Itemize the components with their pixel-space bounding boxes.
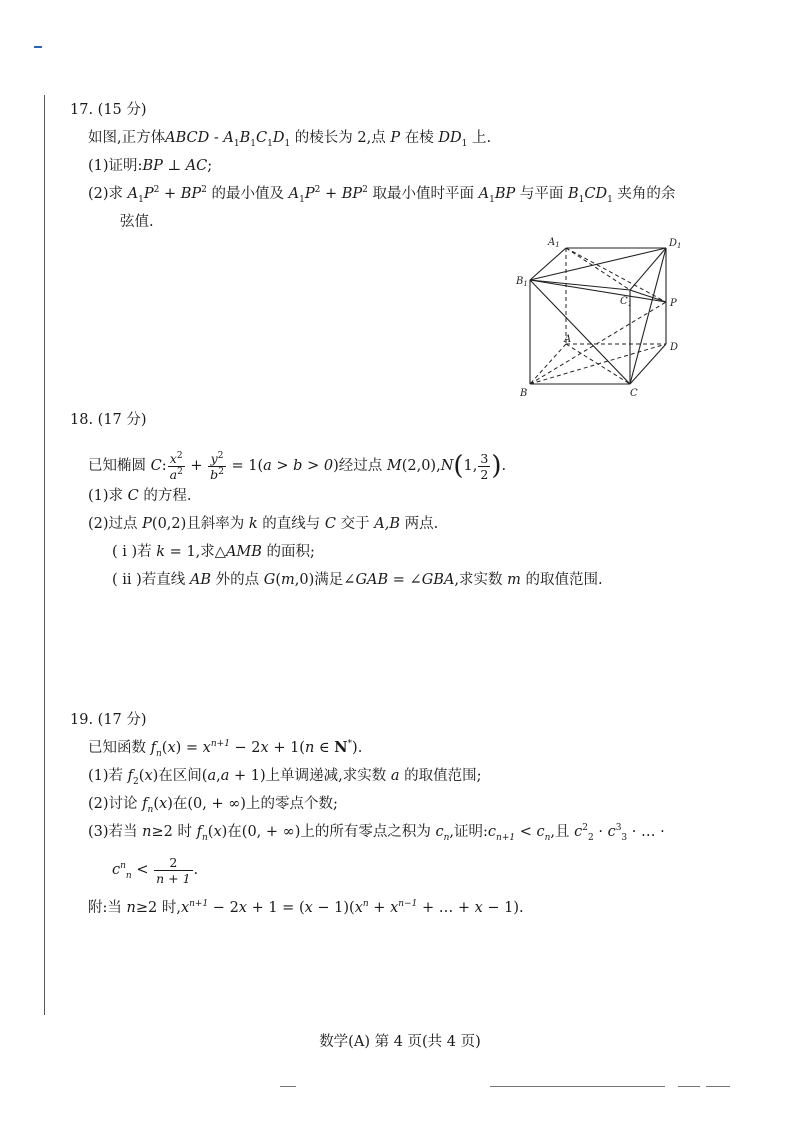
q18-part2-i: ( ⅰ )若 k = 1,求△AMB 的面积; [112, 544, 315, 560]
q17-intro: 如图,正方体ABCD - $A_1B_1C_1D_1$ 的棱长为 2,点 P 在棱 $DD_1$ 上. [88, 130, 492, 149]
cube-diagram [512, 232, 690, 402]
scan-mark [34, 46, 42, 48]
q17-part1: (1)证明:BP ⊥ AC; [88, 158, 213, 174]
q19-intro: 已知函数 $f_n(x) = x^{n+1} - 2x + 1(n$ ∈ N*). [88, 739, 363, 759]
q17-part2-cont: 弦值. [120, 214, 154, 230]
q18-intro: 已知椭圆 C: $\frac{x^2}{a^2}$ + $\frac{y^2}{b^2}$ = 1(a > b > 0)经过点 M(2,0),N(1, $\frac{3}{2}$ ). [88, 450, 507, 482]
q18-part2: (2)过点 P(0,2)且斜率为 k 的直线与 C 交于 A,B 两点. [88, 516, 439, 532]
label-P: P [670, 298, 677, 309]
frac-y2-b2: $\frac{y^2}{b^2}$ [210, 450, 224, 482]
label-B: B [520, 388, 528, 399]
q19-header: 19. (17 分) [70, 712, 147, 728]
label-D1: $D_1$ [669, 238, 682, 250]
label-C1: $C_1$ [620, 296, 633, 308]
q19-part1: (1)若 $f_2(x)$在区间(a,a + 1)上单调递减,求实数 a 的取值范围; [88, 768, 482, 787]
label-D: D [670, 342, 679, 353]
margin-rule [44, 95, 45, 1015]
label-B1: $B_1$ [516, 276, 528, 288]
label-A: A [564, 334, 572, 345]
frac-x2-a2: $\frac{x^2}{a^2}$ [169, 450, 183, 482]
frac-3-2: $\frac{3}{2}$ [480, 450, 489, 482]
q17-header: 17. (15 分) [70, 102, 147, 118]
q18-header: 18. (17 分) [70, 412, 147, 428]
label-A1: $A_1$ [548, 237, 560, 249]
q17-part2: (2)求 $A_1P^2 + BP^2$ 的最小值及 $A_1P^2 + BP^2$ 取最小值时平面 $A_1BP$ 与平面 $B_1CD_1$ 夹角的余 [88, 185, 676, 205]
cube-figure [512, 232, 690, 402]
scan-rule [706, 1086, 730, 1087]
q18-part1: (1)求 C 的方程. [88, 488, 192, 504]
scan-rule [490, 1086, 665, 1087]
frac-2-n1: $\frac{2}{n + 1}$ [156, 854, 191, 886]
page-footer: 数学(A) 第 4 页(共 4 页) [319, 1034, 481, 1050]
q19-part3-cont: $c^n_n$ < $\frac{2}{n + 1}$ . [112, 854, 199, 886]
q19-part2: (2)讨论 $f_n(x)$在(0, + ∞)上的零点个数; [88, 796, 338, 815]
q18-part2-ii: ( ⅱ )若直线 AB 外的点 G(m,0)满足∠GAB = ∠GBA,求实数 m 的取值范围. [112, 572, 603, 588]
scan-rule [678, 1086, 700, 1087]
q19-note: 附:当 n≥2 时$,x^{n+1} - 2x + 1 = (x - 1)(x^n + x^{n-1}$ + … + x − 1). [88, 899, 524, 916]
q19-part3: (3)若当 n≥2 时 $f_n(x)$在(0, + ∞)上的所有零点之积为 $c_n$,证明$:c_{n+1} < c_n$,且 $c^2_2 \cdot c^3_3$ · … · [88, 823, 665, 843]
scan-rule [280, 1086, 296, 1087]
label-C: C [630, 388, 638, 399]
